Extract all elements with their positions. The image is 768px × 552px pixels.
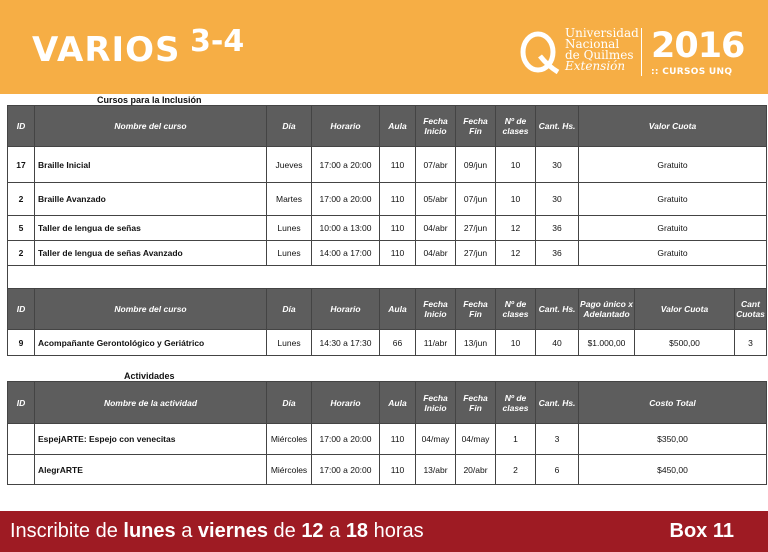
col-header: Valor Cuota (579, 106, 767, 147)
col-header: Fecha Fin (456, 382, 496, 424)
cell-classes: 12 (496, 216, 536, 241)
logo-divider (641, 28, 642, 76)
page-title-number: 3-4 (190, 24, 245, 59)
registration-hours-text (10, 520, 424, 543)
col-header: Fecha Inicio (416, 289, 456, 330)
cell-name: Taller de lengua de señas (35, 216, 267, 241)
inclusion-section-label: Cursos para la Inclusión (97, 95, 202, 105)
cell-day: Lunes (267, 241, 312, 266)
cell-name: Braille Inicial (35, 147, 267, 183)
table-header-row (8, 106, 767, 147)
col-header: Pago único x Adelantado (579, 289, 635, 330)
cell-time: 17:00 a 20:00 (312, 455, 380, 485)
year-label: 2016 (651, 26, 745, 66)
cell-time: 17:00 a 20:00 (312, 424, 380, 455)
col-header: Nombre de la actividad (35, 382, 267, 424)
activities-table (7, 381, 767, 485)
cell-day: Martes (267, 183, 312, 216)
col-header: Cant. Hs. (536, 106, 579, 147)
col-header: ID (8, 289, 35, 330)
cell-hours: 30 (536, 183, 579, 216)
logo-line: Universidad (565, 26, 639, 40)
cell-start: 04/may (416, 424, 456, 455)
cell-hours: 36 (536, 241, 579, 266)
col-header: Horario (312, 289, 380, 330)
page-title: VARIOS (32, 30, 181, 70)
cell-classes: 10 (496, 147, 536, 183)
table-header-row (8, 382, 767, 424)
table-row (8, 424, 767, 455)
logo-line: Nacional (565, 37, 620, 51)
cell-end: 20/abr (456, 455, 496, 485)
cell-name: EspejARTE: Espejo con venecitas (35, 424, 267, 455)
col-header: Nº de clases (496, 289, 536, 330)
cell-room: 110 (380, 455, 416, 485)
cell-hours: 36 (536, 216, 579, 241)
table-row (8, 330, 767, 356)
col-header: Día (267, 106, 312, 147)
footer-text-part: a (175, 520, 198, 542)
cell-start: 13/abr (416, 455, 456, 485)
unq-logo-icon (518, 30, 562, 74)
cell-cost: $350,00 (579, 424, 767, 455)
table-row (8, 183, 767, 216)
cell-end: 13/jun (456, 330, 496, 356)
cell-cost: $450,00 (579, 455, 767, 485)
table-row (8, 241, 767, 266)
col-header: Nombre del curso (35, 289, 267, 330)
box-number: Box 11 (669, 520, 734, 542)
cell-time: 10:00 a 13:00 (312, 216, 380, 241)
col-header: Aula (380, 106, 416, 147)
cell-room: 66 (380, 330, 416, 356)
cell-hours: 40 (536, 330, 579, 356)
col-header: Horario (312, 106, 380, 147)
cell-day: Lunes (267, 216, 312, 241)
col-header: Costo Total (579, 382, 767, 424)
cell-start: 05/abr (416, 183, 456, 216)
cell-classes: 2 (496, 455, 536, 485)
cell-name: Acompañante Gerontológico y Geriátrico (35, 330, 267, 356)
table-header-row (8, 289, 767, 330)
cell-day: Jueves (267, 147, 312, 183)
cell-fee: $500,00 (635, 330, 735, 356)
col-header: Horario (312, 382, 380, 424)
cell-fee: Gratuito (579, 216, 767, 241)
col-header: Día (267, 382, 312, 424)
col-header: ID (8, 106, 35, 147)
cell-end: 07/jun (456, 183, 496, 216)
cell-name: Taller de lengua de señas Avanzado (35, 241, 267, 266)
inclusion-table (7, 105, 767, 289)
footer-text-part: de (267, 520, 302, 542)
col-header: Nombre del curso (35, 106, 267, 147)
courses-table (7, 288, 767, 356)
table-row (8, 455, 767, 485)
table-row (8, 216, 767, 241)
col-header: Día (267, 289, 312, 330)
cell-fee: Gratuito (579, 241, 767, 266)
footer-text-part: a (323, 520, 346, 542)
col-header: Nº de clases (496, 382, 536, 424)
cell-name: Braille Avanzado (35, 183, 267, 216)
cell-time: 17:00 a 20:00 (312, 147, 380, 183)
footer-text-part: viernes (197, 520, 268, 542)
cell-hours: 3 (536, 424, 579, 455)
cell-installments: 3 (735, 330, 767, 356)
cell-start: 04/abr (416, 216, 456, 241)
cell-classes: 12 (496, 241, 536, 266)
cell-classes: 1 (496, 424, 536, 455)
col-header: Aula (380, 289, 416, 330)
cell-id: 17 (8, 147, 35, 183)
cell-end: 09/jun (456, 147, 496, 183)
cell-day: Lunes (267, 330, 312, 356)
logo-line: Extensión (565, 59, 626, 73)
cell-time: 14:00 a 17:00 (312, 241, 380, 266)
cell-room: 110 (380, 183, 416, 216)
col-header: Fecha Inicio (416, 382, 456, 424)
cell-start: 07/abr (416, 147, 456, 183)
activities-section-label: Actividades (124, 371, 175, 381)
footer-text-part: Inscribite de (10, 520, 124, 542)
cell-upfront: $1.000,00 (579, 330, 635, 356)
cell-day: Miércoles (267, 455, 312, 485)
col-header: Fecha Fin (456, 106, 496, 147)
logo-line: de Quilmes (565, 48, 634, 62)
footer-banner (0, 511, 768, 552)
cell-hours: 30 (536, 147, 579, 183)
footer-text-part: lunes (123, 520, 176, 542)
cell-id: 9 (8, 330, 35, 356)
col-header: Fecha Inicio (416, 106, 456, 147)
cell-end: 27/jun (456, 241, 496, 266)
cell-id: 2 (8, 241, 35, 266)
spacer-row (8, 266, 767, 289)
cell-end: 04/may (456, 424, 496, 455)
cell-fee: Gratuito (579, 147, 767, 183)
university-name (565, 28, 639, 72)
cell-room: 110 (380, 216, 416, 241)
cell-time: 14:30 a 17:30 (312, 330, 380, 356)
cell-start: 04/abr (416, 241, 456, 266)
cell-name: AlegrARTE (35, 455, 267, 485)
cell-hours: 6 (536, 455, 579, 485)
cell-time: 17:00 a 20:00 (312, 183, 380, 216)
cell-room: 110 (380, 424, 416, 455)
col-header: Aula (380, 382, 416, 424)
col-header: ID (8, 382, 35, 424)
col-header: Valor Cuota (635, 289, 735, 330)
col-header: Cant. Hs. (536, 289, 579, 330)
cell-classes: 10 (496, 183, 536, 216)
cell-fee: Gratuito (579, 183, 767, 216)
col-header: Cant. Hs. (536, 382, 579, 424)
cell-id: 5 (8, 216, 35, 241)
header-banner (0, 0, 768, 94)
cell-id (8, 424, 35, 455)
cell-room: 110 (380, 241, 416, 266)
col-header: Nº de clases (496, 106, 536, 147)
cell-classes: 10 (496, 330, 536, 356)
col-header: Fecha Fin (456, 289, 496, 330)
col-header: Cant Cuotas (735, 289, 767, 330)
spacer-cell (8, 266, 767, 289)
cell-end: 27/jun (456, 216, 496, 241)
footer-text-part: 18 (345, 520, 369, 542)
cell-id: 2 (8, 183, 35, 216)
cell-start: 11/abr (416, 330, 456, 356)
cursos-unq-label: :: CURSOS UNQ (651, 67, 733, 77)
table-row (8, 147, 767, 183)
footer-text-part: horas (368, 520, 424, 542)
footer-text-part: 12 (301, 520, 324, 542)
cell-room: 110 (380, 147, 416, 183)
cell-id (8, 455, 35, 485)
cell-day: Miércoles (267, 424, 312, 455)
